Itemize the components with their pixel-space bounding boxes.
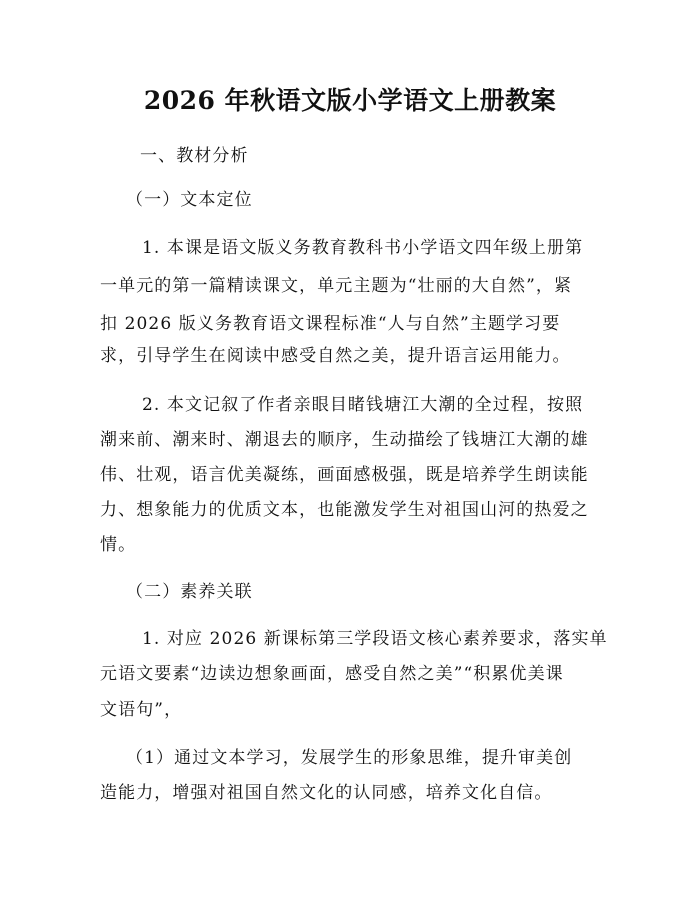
- paragraph-line: 求，引导学生在阅读中感受自然之美，提升语言运用能力。: [100, 346, 571, 366]
- paragraph-line: 1. 本课是语文版义务教育教科书小学语文四年级上册第: [142, 238, 584, 258]
- paragraph-line: 1. 对应 2026 新课标第三学段语文核心素养要求，落实单: [142, 629, 608, 649]
- paragraph-line: 情。: [100, 535, 137, 555]
- paragraph-line: 文语句”，: [100, 700, 183, 720]
- document-title: 2026 年秋语文版小学语文上册教案: [143, 86, 557, 115]
- paragraph-line: 一单元的第一篇精读课文，单元主题为“壮丽的大自然”，紧: [100, 276, 573, 296]
- paragraph-line: 造能力，增强对祖国自然文化的认同感，培养文化自信。: [100, 783, 553, 803]
- section-heading: 一、教材分析: [140, 146, 249, 166]
- paragraph-line: 扣 2026 版义务教育语文课程标准“人与自然”主题学习要: [100, 314, 561, 334]
- paragraph-line: 力、想象能力的优质文本，也能激发学生对祖国山河的热爱之: [100, 500, 589, 520]
- subsection-heading: （二）素养关联: [126, 582, 253, 602]
- paragraph-line: 2. 本文记叙了作者亲眼目睹钱塘江大潮的全过程，按照: [142, 395, 584, 415]
- paragraph-line: 伟、壮观，语言优美凝练，画面感极强，既是培养学生朗读能: [100, 465, 589, 485]
- paragraph-line: 元语文要素“边读边想象画面，感受自然之美”“积累优美课: [100, 664, 564, 684]
- subsection-heading: （一）文本定位: [126, 190, 253, 210]
- paragraph-line: （1）通过文本学习，发展学生的形象思维，提升审美创: [126, 748, 573, 768]
- paragraph-line: 潮来前、潮来时、潮退去的顺序，生动描绘了钱塘江大潮的雄: [100, 430, 589, 450]
